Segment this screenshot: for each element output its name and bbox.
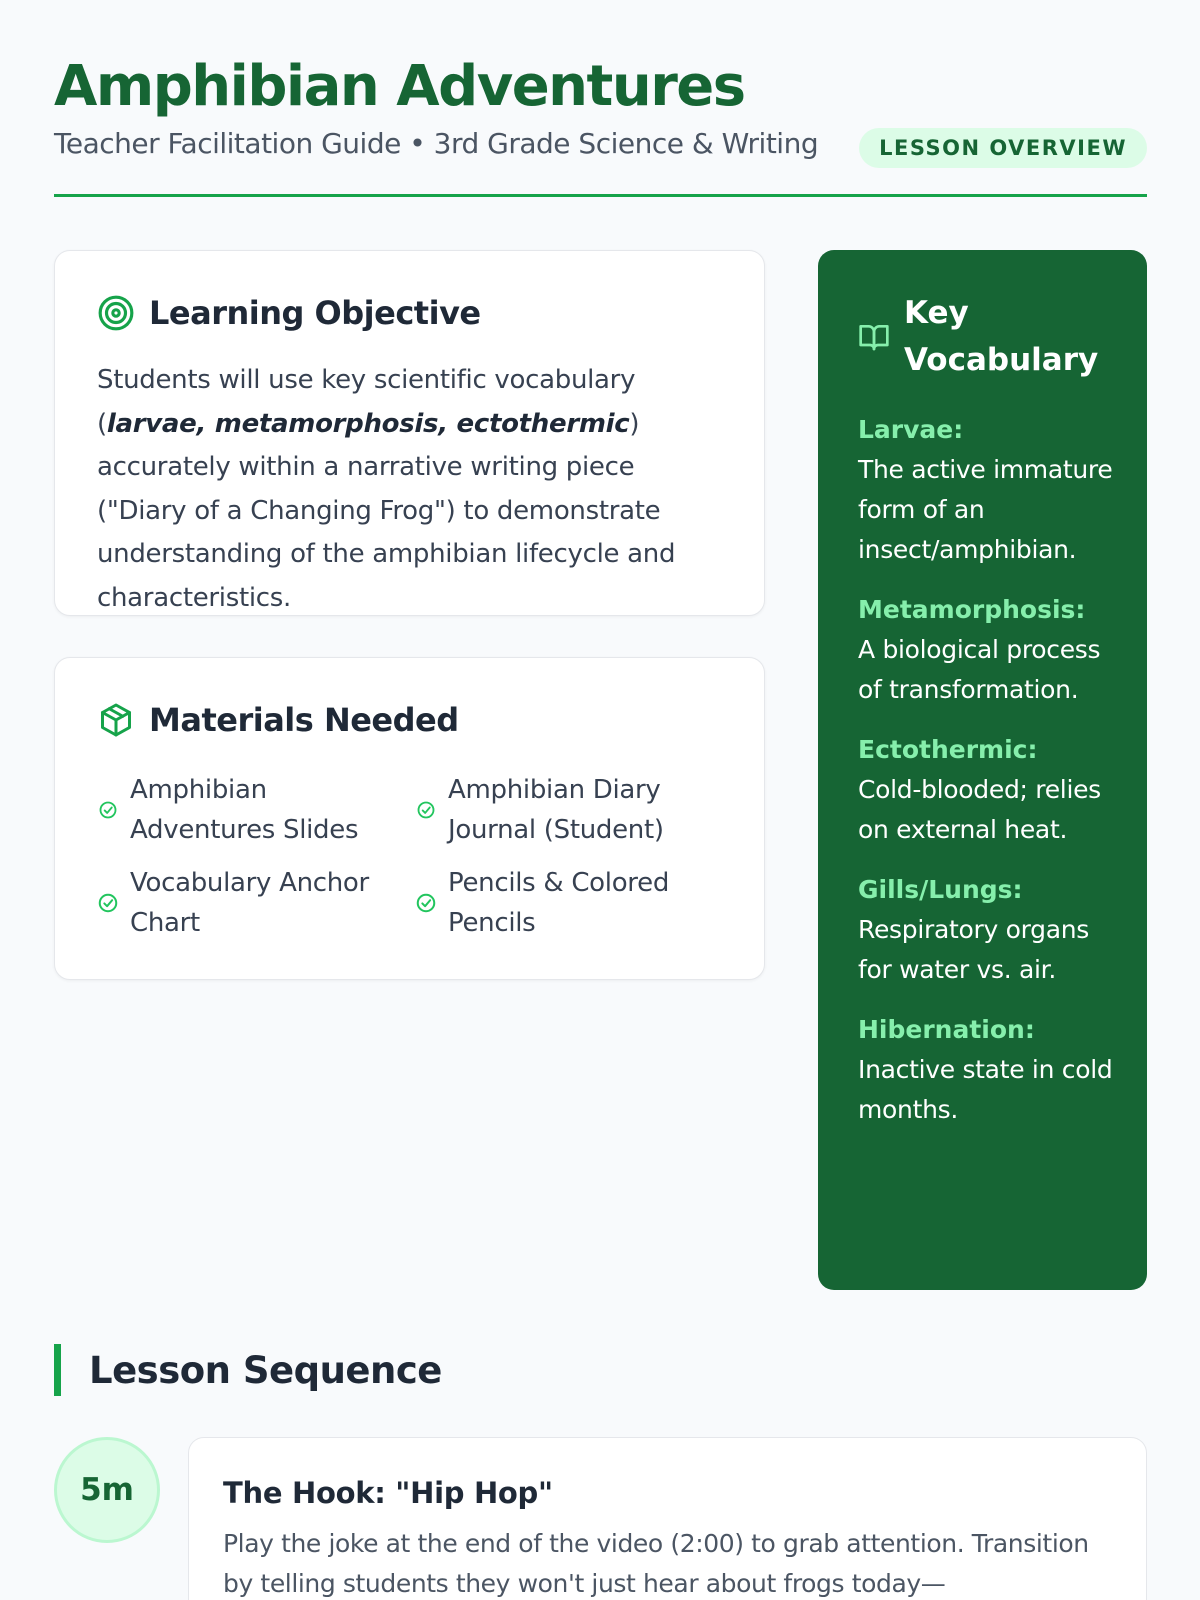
vocab-entry xyxy=(858,870,1118,990)
vocab-entry xyxy=(858,410,1118,570)
lesson-sequence-title: Lesson Sequence xyxy=(89,1348,442,1392)
material-label: Amphibian Diary Journal (Student) xyxy=(448,775,664,845)
step-title: The Hook: "Hip Hop" xyxy=(223,1476,553,1510)
materials-title: Materials Needed xyxy=(149,701,459,739)
key-vocabulary-panel xyxy=(818,250,1147,1290)
vocab-term: Gills/Lungs: xyxy=(858,875,1023,904)
page-subtitle: Teacher Facilitation Guide • 3rd Grade Science & Writing xyxy=(54,127,819,160)
header-subrow xyxy=(54,123,1147,167)
material-label: Amphibian Adventures Slides xyxy=(130,775,359,845)
check-circle-icon xyxy=(97,799,119,821)
objective-text-start: Students will use key scientific vocabulary ( xyxy=(97,365,636,439)
lesson-overview-badge: LESSON OVERVIEW xyxy=(859,128,1147,168)
section-accent-bar xyxy=(54,1344,61,1396)
learning-objective-header xyxy=(97,293,481,333)
vocab-definition: Respiratory organs for water vs. air. xyxy=(858,915,1089,984)
check-circle-icon xyxy=(97,892,119,914)
page-title: Amphibian Adventures xyxy=(54,54,745,119)
material-item xyxy=(97,863,387,943)
book-open-icon xyxy=(858,321,890,353)
vocab-entry xyxy=(858,730,1118,850)
learning-objective-card xyxy=(54,250,765,616)
learning-objective-text xyxy=(97,359,729,620)
material-label: Vocabulary Anchor Chart xyxy=(130,868,369,938)
material-item xyxy=(415,770,715,850)
material-label: Pencils & Colored Pencils xyxy=(448,868,670,938)
check-circle-icon xyxy=(415,799,437,821)
key-vocabulary-header xyxy=(858,290,1118,384)
step-duration-badge: 5m xyxy=(54,1437,160,1543)
lesson-step-card xyxy=(188,1437,1147,1600)
page-header xyxy=(54,52,1147,197)
key-vocabulary-title: Key Vocabulary xyxy=(904,295,1099,378)
material-item xyxy=(97,770,377,850)
vocab-definition: The active immature form of an insect/amphibian. xyxy=(858,455,1113,564)
material-item xyxy=(415,863,715,943)
materials-header xyxy=(97,700,459,740)
learning-objective-title: Learning Objective xyxy=(149,294,481,332)
target-icon xyxy=(97,294,135,332)
package-icon xyxy=(97,701,135,739)
vocab-term: Larvae: xyxy=(858,415,964,444)
vocab-term: Ectothermic: xyxy=(858,735,1038,764)
lesson-sequence-header xyxy=(54,1344,442,1396)
vocabulary-list xyxy=(858,410,1118,1150)
vocab-definition: A biological process of transformation. xyxy=(858,635,1101,704)
check-circle-icon xyxy=(415,892,437,914)
vocab-entry xyxy=(858,1010,1118,1130)
vocab-entry xyxy=(858,590,1118,710)
objective-vocab-emphasis: larvae, metamorphosis, ectothermic xyxy=(106,408,630,439)
objective-text-end: ) accurately within a narrative writing piece ("Diary of a Changing Frog") to demonstrate understanding of the amphibian lifecycle and characteristics. xyxy=(97,408,676,613)
step-description: Play the joke at the end of the video (2:00) to grab attention. Transition by telling students they won't just hear about frogs today— xyxy=(223,1529,1089,1598)
vocab-term: Hibernation: xyxy=(858,1015,1035,1044)
vocab-definition: Cold-blooded; relies on external heat. xyxy=(858,775,1101,844)
materials-card xyxy=(54,657,765,980)
vocab-term: Metamorphosis: xyxy=(858,595,1086,624)
vocab-definition: Inactive state in cold months. xyxy=(858,1055,1113,1124)
